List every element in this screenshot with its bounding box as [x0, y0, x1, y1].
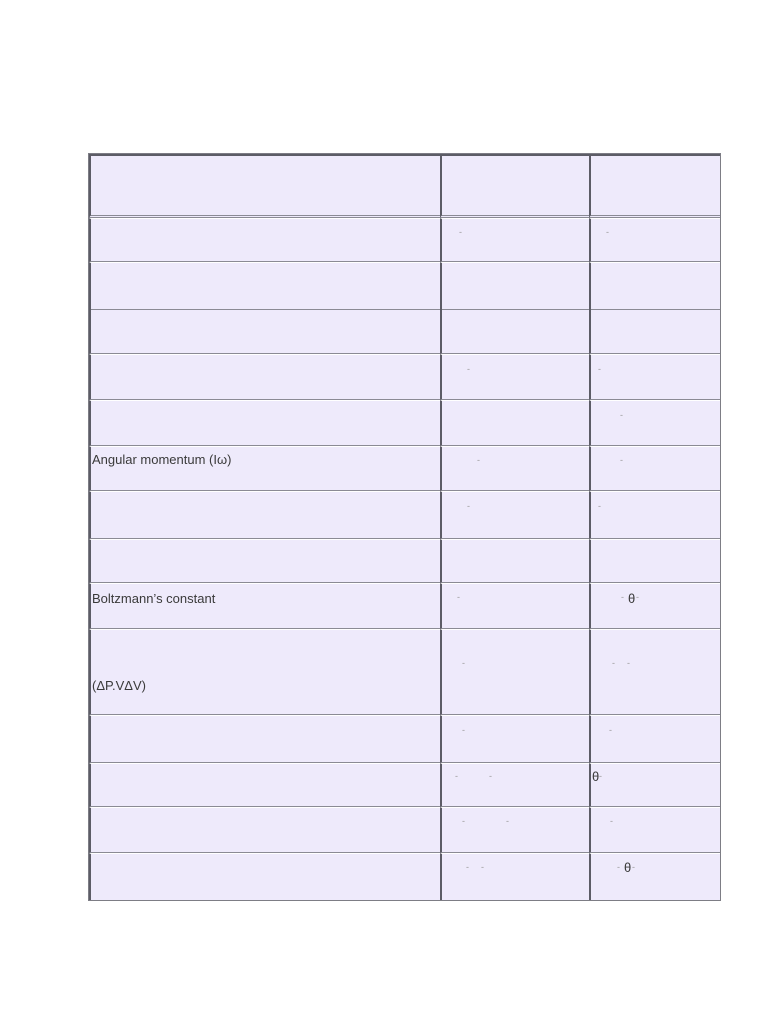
table-cell — [589, 491, 720, 539]
table-cell — [89, 715, 440, 763]
theta-symbol: θ — [628, 591, 636, 606]
dash-mark: - — [467, 364, 470, 374]
table-cell — [89, 491, 440, 539]
dash-mark: - — [621, 592, 624, 602]
table-row — [89, 715, 720, 763]
dash-mark: - — [632, 862, 635, 872]
table-cell — [89, 262, 440, 354]
table-row — [89, 262, 720, 354]
row-label: (ΔP.VΔV) — [92, 678, 146, 693]
table-cell — [89, 354, 440, 400]
dash-mark: - — [620, 455, 623, 465]
dash-mark: - — [620, 410, 623, 420]
table-cell — [440, 763, 589, 807]
table-row — [89, 807, 720, 853]
dash-mark: - — [506, 816, 509, 826]
table-cell — [89, 629, 440, 715]
dash-mark: - — [481, 862, 484, 872]
dash-mark: - — [462, 816, 465, 826]
data-table — [88, 153, 721, 901]
table-row — [89, 354, 720, 400]
table-cell — [440, 354, 589, 400]
table-row — [89, 629, 720, 715]
table-cell — [89, 539, 440, 583]
cell-divider — [442, 309, 589, 310]
table-cell — [589, 583, 720, 629]
row-label: Boltzmann’s constant — [92, 591, 216, 606]
table-cell — [589, 853, 720, 900]
table-cell — [440, 853, 589, 900]
table-row — [89, 763, 720, 807]
table-cell — [440, 400, 589, 446]
table-cell — [89, 154, 440, 218]
dash-mark: - — [598, 364, 601, 374]
cell-divider — [91, 309, 440, 310]
dash-mark: - — [636, 592, 639, 602]
dash-mark: - — [477, 455, 480, 465]
cell-divider — [591, 309, 720, 310]
table-row — [89, 539, 720, 583]
dash-mark: - — [617, 862, 620, 872]
table-cell — [440, 715, 589, 763]
dash-mark: - — [459, 227, 462, 237]
table-row — [89, 218, 720, 262]
table-cell — [589, 218, 720, 262]
table-cell — [440, 629, 589, 715]
dash-mark: - — [457, 592, 460, 602]
table-cell — [589, 715, 720, 763]
dash-mark: - — [606, 227, 609, 237]
table-row — [89, 853, 720, 900]
dash-mark: - — [598, 501, 601, 511]
row-label: Angular momentum (Iω) — [92, 452, 232, 467]
table-row — [89, 446, 720, 491]
table-cell — [89, 807, 440, 853]
table-cell — [589, 400, 720, 446]
table-cell — [589, 354, 720, 400]
dash-mark: - — [599, 771, 602, 781]
table-cell — [89, 583, 440, 629]
table-row — [89, 583, 720, 629]
dash-mark: - — [610, 816, 613, 826]
table-cell — [440, 218, 589, 262]
table-cell — [589, 154, 720, 218]
table-cell — [589, 262, 720, 354]
dash-mark: - — [462, 658, 465, 668]
table-cell — [89, 446, 440, 491]
theta-symbol: θ — [592, 769, 600, 784]
table-cell — [440, 583, 589, 629]
dash-mark: - — [466, 862, 469, 872]
table-header-row — [89, 154, 720, 218]
table-cell — [440, 262, 589, 354]
dash-mark: - — [462, 725, 465, 735]
dash-mark: - — [455, 771, 458, 781]
table-cell — [89, 400, 440, 446]
theta-symbol: θ — [624, 860, 632, 875]
dash-mark: - — [627, 658, 630, 668]
table-cell — [89, 763, 440, 807]
table-cell — [589, 539, 720, 583]
table-cell — [440, 539, 589, 583]
dash-mark: - — [467, 501, 470, 511]
table-row — [89, 400, 720, 446]
table-cell — [89, 853, 440, 900]
table-cell — [440, 446, 589, 491]
table-cell — [440, 491, 589, 539]
table-cell — [589, 807, 720, 853]
table-cell — [440, 807, 589, 853]
table-row — [89, 491, 720, 539]
dash-mark: - — [609, 725, 612, 735]
table-cell — [440, 154, 589, 218]
table-cell — [89, 218, 440, 262]
dash-mark: - — [612, 658, 615, 668]
table-cell — [589, 446, 720, 491]
table-cell — [589, 763, 720, 807]
dash-mark: - — [489, 771, 492, 781]
table-cell — [589, 629, 720, 715]
